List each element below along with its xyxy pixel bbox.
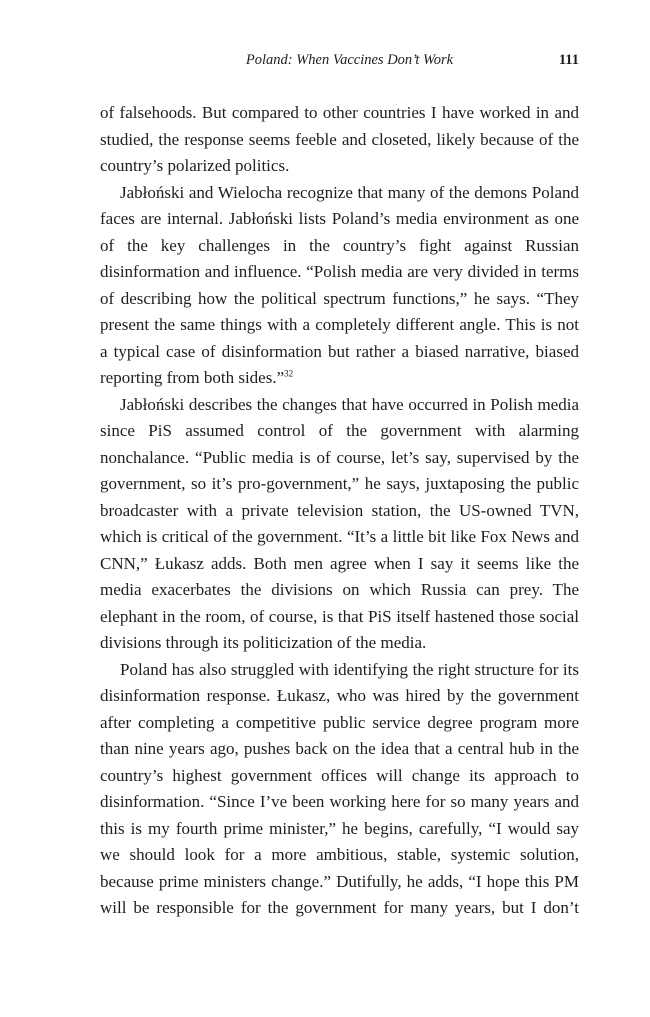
running-header	[100, 50, 579, 74]
paragraph-3: Jabłoński describes the changes that have occurred in Polish media since PiS assumed control of the government with alarming nonchalance. “Public media is of course, let’s say, supervised by the government, so it’s pro-government,” he says, juxtaposing the public broadcaster with a private television station, the US-owned TVN, which is critical of the government. “It’s a little bit like Fox News and CNN,” Łukasz adds. Both men agree when I say it seems like the media exacerbates the divisions on which Russia can prey. The elephant in the room, of course, is that PiS itself hastened those social divisions through its politicization of the media.	[100, 394, 579, 652]
paragraph-2	[100, 180, 579, 392]
book-page	[100, 50, 579, 922]
paragraph-1: of falsehoods. But compared to other countries I have worked in and studied, the response seems feeble and closeted, likely because of the country’s polarized politics.	[100, 103, 579, 175]
body-text	[100, 100, 579, 922]
paragraph-4: Poland has also struggled with identifying the right structure for its disinformation response. Łukasz, who was hired by the government after completing a competitive public service degree program more than nine years ago, pushes back on the idea that a central hub in the country’s highest government offices will change its approach to disinformation. “Since I’ve been working here for so many years and this is my fourth prime minister,” he begins, carefully, “I would say we should look for a more ambitious, stable, systemic solution, because prime ministers change.” Dutifully, he adds, “I hope this PM will be responsible for the government for many years, but I don’t	[100, 659, 579, 917]
endnote-marker[interactable]: 32	[284, 368, 294, 379]
running-title: Poland: When Vaccines Don’t Work	[245, 52, 454, 68]
page-number: 111	[558, 52, 579, 68]
paragraph-2-text: Jabłoński and Wielocha recognize that many of the demons Poland faces are internal. Jabłoński lists Poland’s media environment as one of the key challenges in the country’s fight against Russian disinformation and influence. “Polish media are very divided in terms of describing how the political spectrum functions,” he says. “They present the same things with a completely different angle. This is not a typical case of disinformation but rather a biased narrative, biased reporting from both sides.”	[100, 182, 579, 387]
